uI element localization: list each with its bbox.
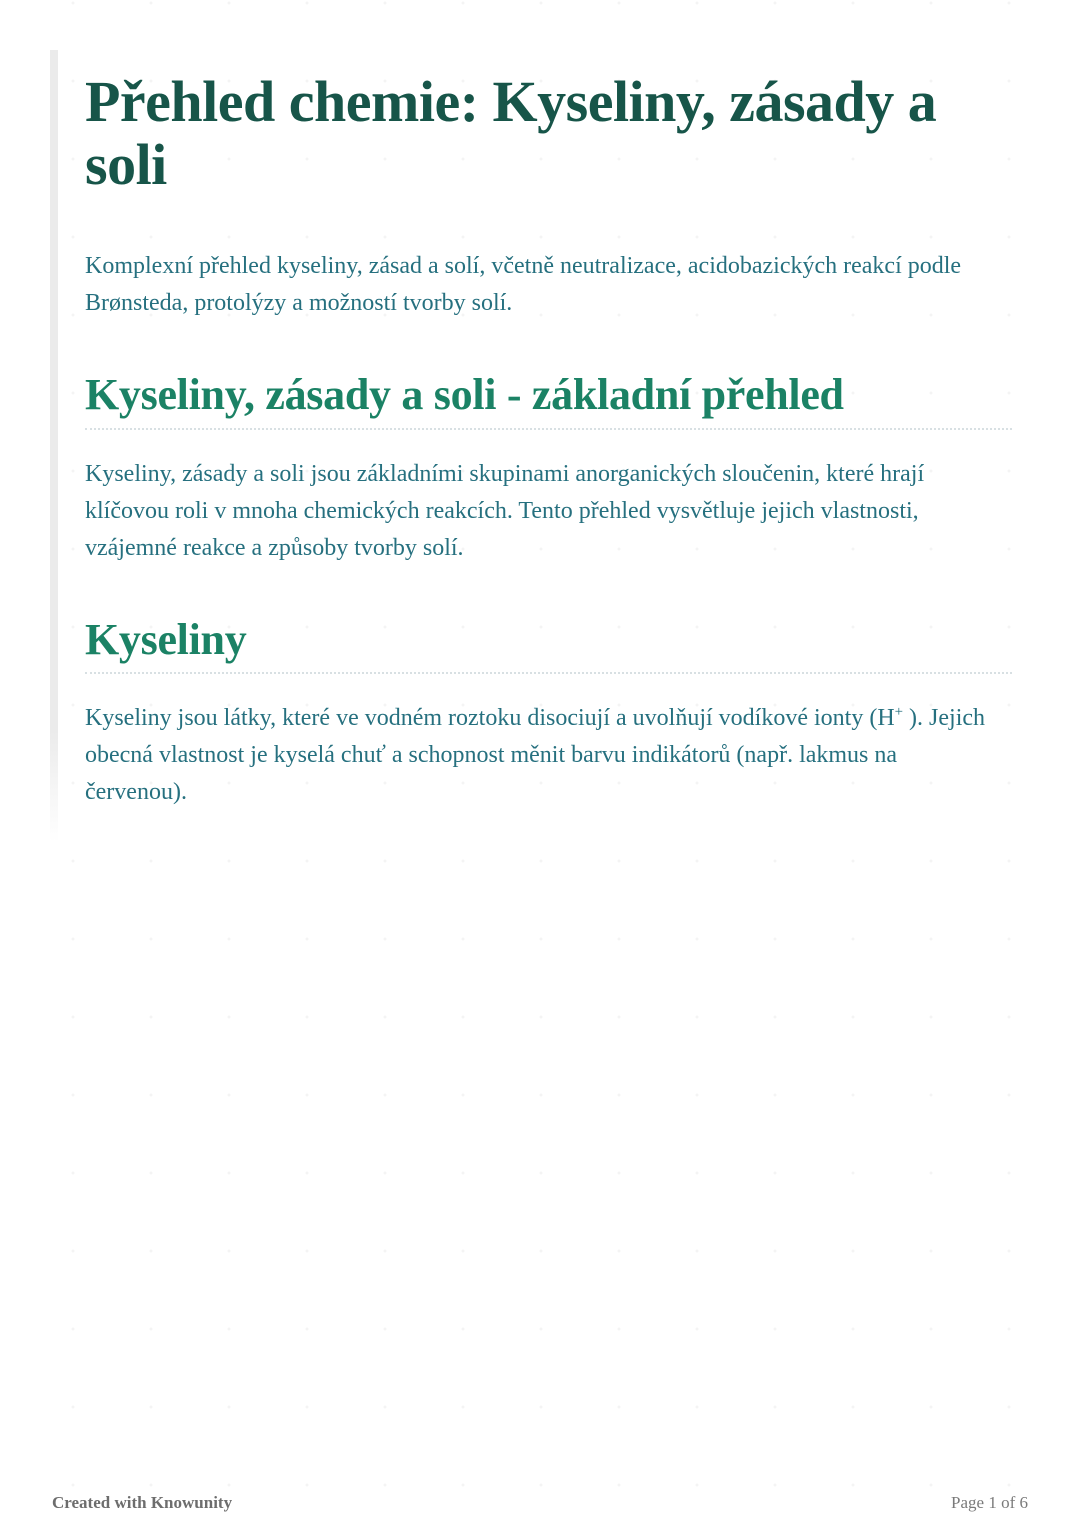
document-page-content [85, 0, 1012, 811]
lead-paragraph: Komplexní přehled kyseliny, zásad a solí, včetně neutralizace, acidobazických reakcí podle Brønsteda, protolýzy a možností tvorby solí. [85, 253, 962, 317]
section-paragraph-acids [85, 700, 990, 811]
footer-page-number: Page 1 of 6 [951, 1493, 1028, 1512]
section-heading-acids: Kyseliny [85, 615, 1012, 674]
page-footer [52, 1493, 1028, 1513]
left-accent-bar [50, 50, 58, 842]
section-paragraph-overview: Kyseliny, zásady a soli jsou základními skupinami anorganických sloučenin, které hrají klíčovou roli v mnoha chemických reakcích. Tento přehled vysvětluje jejich vlastnosti, vzájemné reakce a způsoby tvorby solí. [85, 460, 925, 561]
section-heading-overview: Kyseliny, zásady a soli - základní přehled [85, 370, 1012, 429]
acids-text-after-superscript: ). Jejich obecná vlastnost je kyselá chuť a schopnost měnit barvu indikátorů (např. lakmus na červenou). [85, 704, 986, 805]
acids-text-before-superscript: Kyseliny jsou látky, které ve vodném roztoku disociují a uvolňují vodíkové ionty (H [85, 704, 895, 731]
footer-created-with-label: Created with Knowunity [52, 1493, 233, 1512]
hydrogen-ion-superscript: + [894, 703, 904, 720]
page-title: Přehled chemie: Kyseliny, zásady a soli [85, 69, 937, 198]
